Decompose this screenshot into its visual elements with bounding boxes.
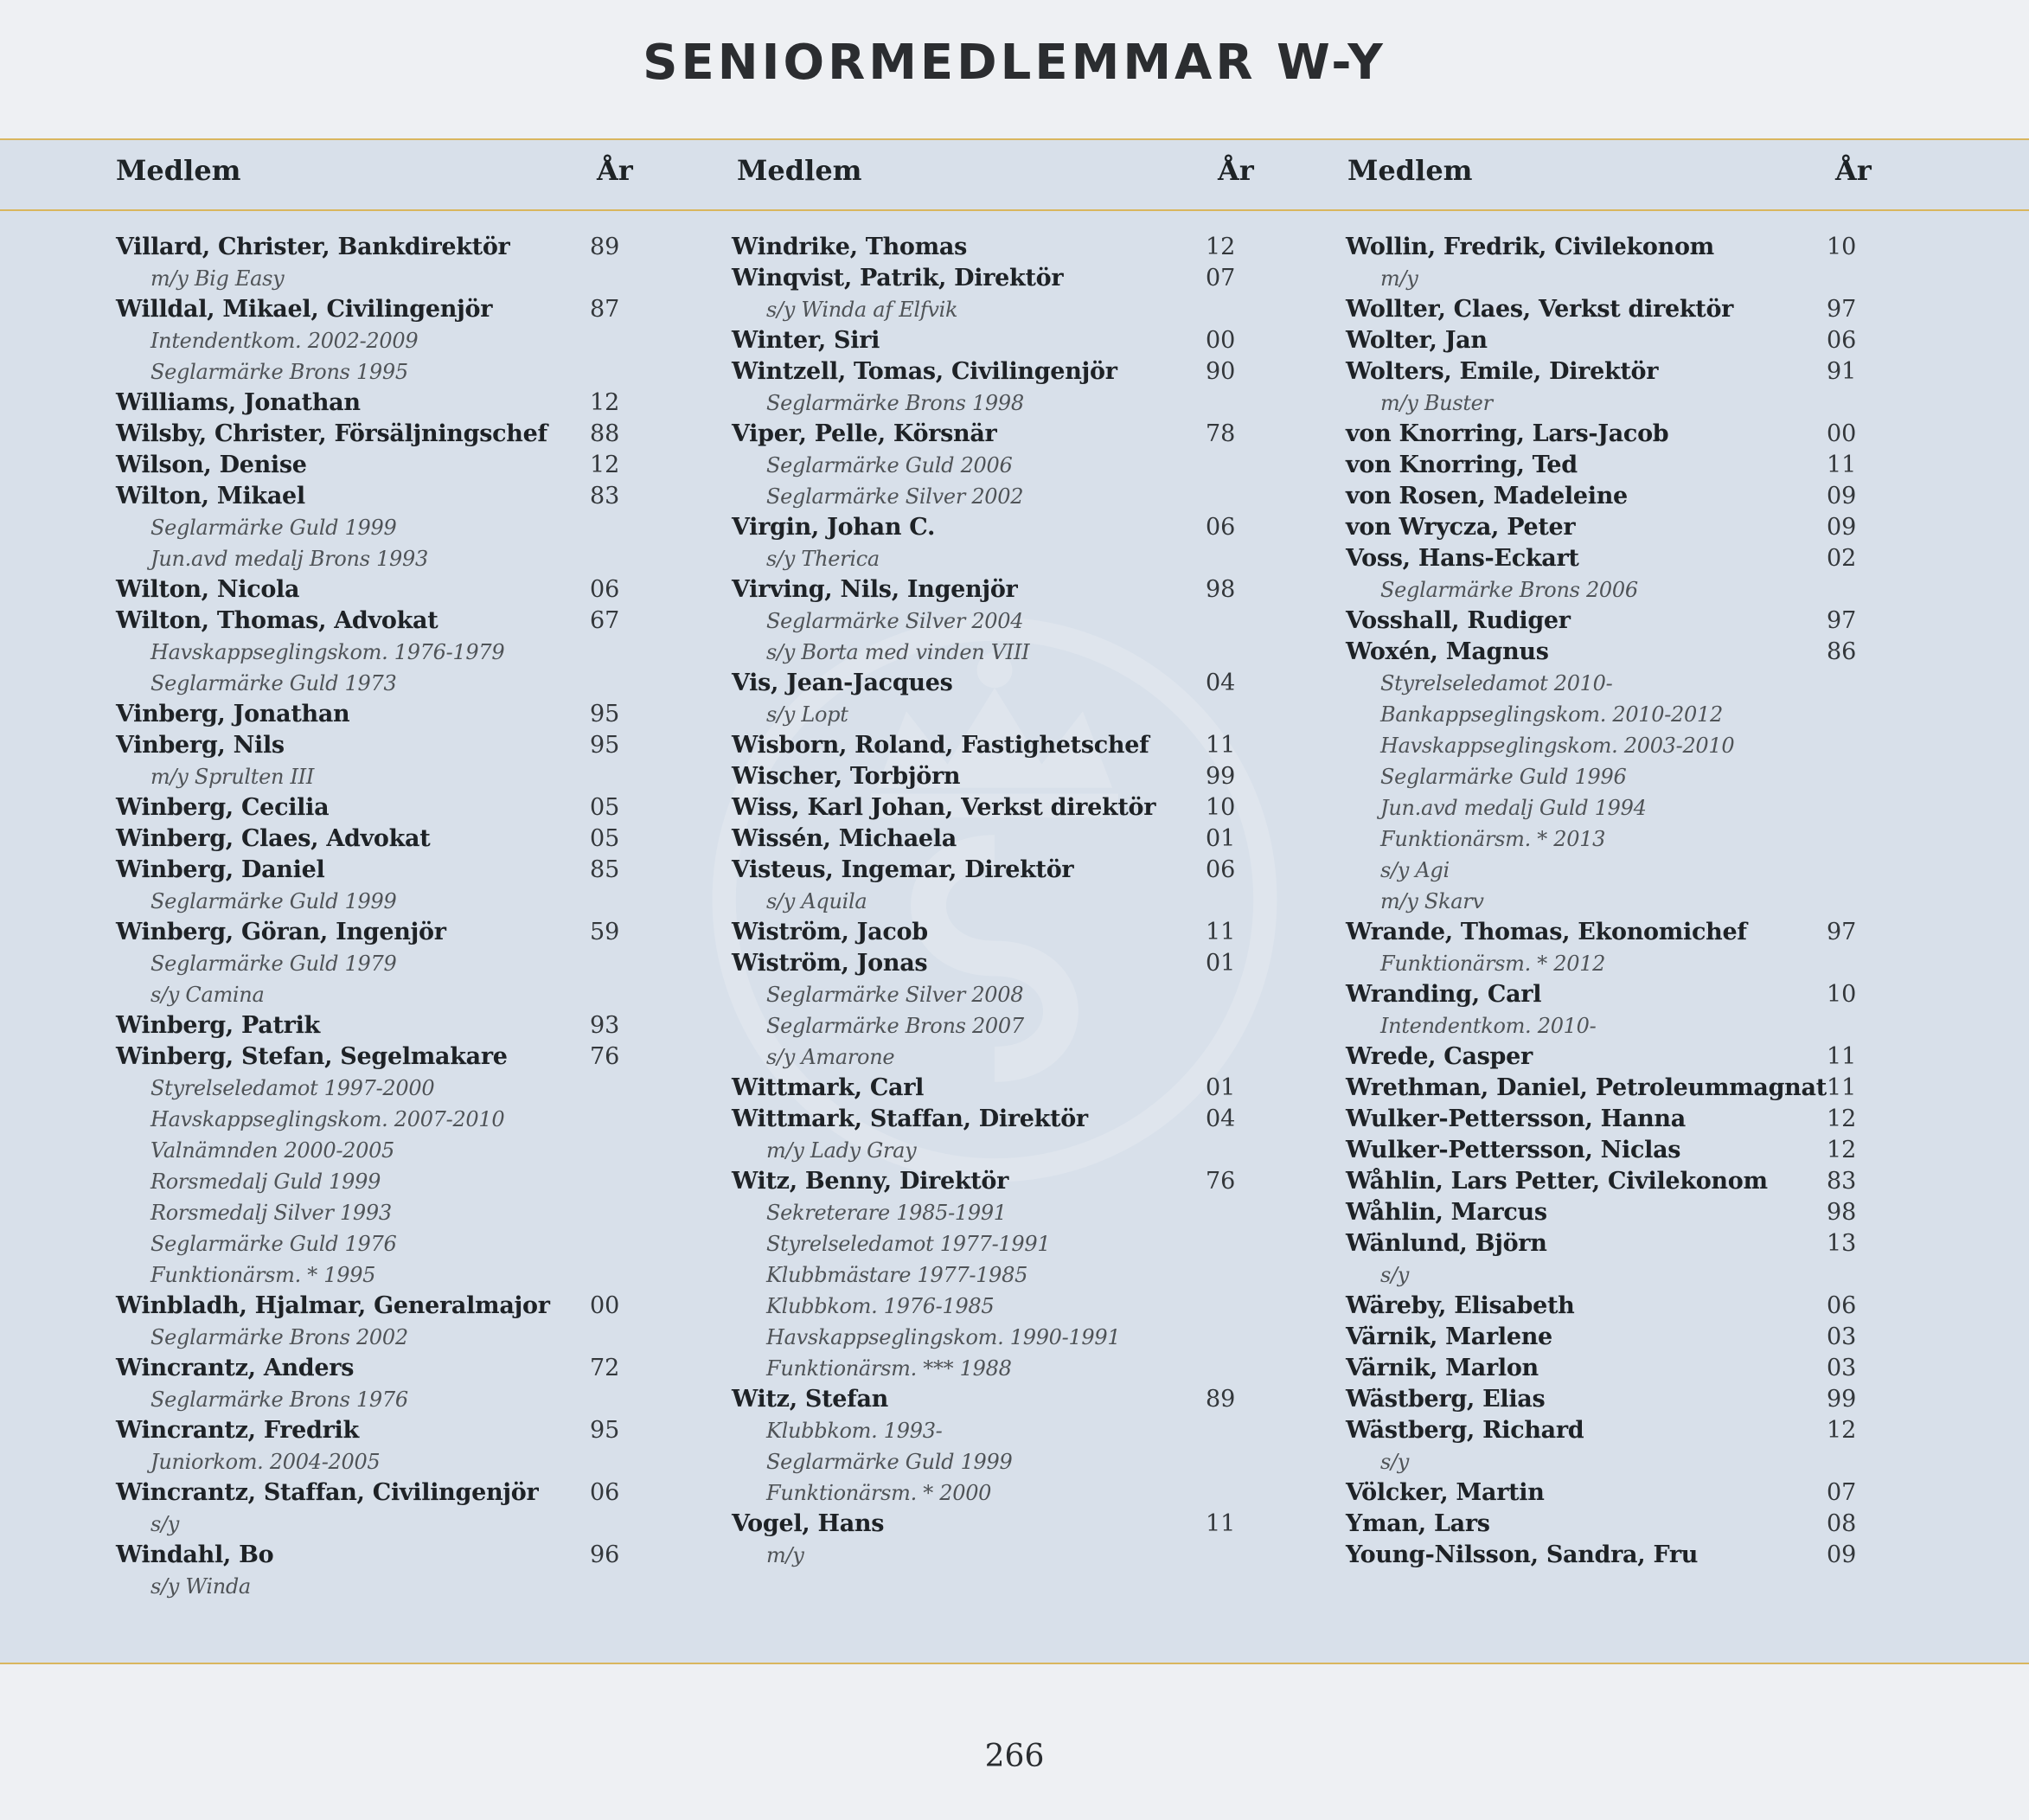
member-name: Wollter, Claes, Verkst direktör (1346, 296, 1734, 323)
member-year: 00 (590, 1292, 620, 1319)
member-entry (116, 294, 635, 388)
member-column-2 (732, 232, 1251, 1571)
member-note: s/y Winda (150, 1574, 251, 1599)
member-note: Seglarmärke Silver 2004 (766, 609, 1024, 633)
member-entry (116, 699, 635, 730)
member-year: 88 (590, 420, 620, 447)
member-year: 78 (1206, 420, 1236, 447)
member-entry (1346, 1197, 1882, 1228)
member-note: Seglarmärke Guld 1973 (150, 671, 397, 695)
member-entry (116, 730, 635, 792)
member-entry (116, 1291, 635, 1353)
member-note: s/y Amarone (766, 1045, 895, 1069)
member-entry (732, 855, 1251, 917)
member-note: Funktionärsm. * 2012 (1380, 952, 1606, 976)
member-entry (1346, 1322, 1882, 1353)
member-name: Vogel, Hans (732, 1510, 885, 1537)
member-note: Funktionärsm. *** 1988 (766, 1356, 1012, 1381)
member-name: Villard, Christer, Bankdirektör (116, 234, 510, 260)
member-note: Seglarmärke Brons 2002 (150, 1325, 408, 1349)
member-name: Wisborn, Roland, Fastighetschef (732, 732, 1149, 759)
member-name: Winberg, Patrik (116, 1012, 320, 1039)
member-entry (1346, 1073, 1882, 1104)
member-name: Wrethman, Daniel, Petroleummagnat (1346, 1074, 1827, 1101)
member-note: Seglarmärke Guld 1999 (150, 889, 397, 913)
member-year: 03 (1827, 1323, 1857, 1350)
member-year: 10 (1827, 234, 1857, 260)
member-name: Windahl, Bo (116, 1541, 274, 1568)
member-entry (1346, 512, 1882, 543)
col2-member-header: Medlem (737, 154, 862, 187)
member-name: Wilsby, Christer, Försäljningschef (116, 420, 547, 447)
member-name: Wulker-Pettersson, Niclas (1346, 1137, 1681, 1163)
member-name: Wittmark, Carl (732, 1074, 925, 1101)
member-name: Wincrantz, Anders (116, 1355, 355, 1381)
member-name: Yman, Lars (1346, 1510, 1490, 1537)
member-year: 11 (1206, 732, 1236, 759)
member-name: Wilton, Nicola (116, 576, 300, 603)
member-year: 03 (1827, 1355, 1857, 1381)
member-note: s/y Agi (1380, 858, 1450, 882)
member-year: 11 (1206, 1510, 1236, 1537)
col1-year-header: År (597, 154, 633, 187)
page-number: 266 (984, 1739, 1045, 1774)
member-name: Wästberg, Richard (1346, 1417, 1584, 1444)
member-note: s/y Borta med vinden VIII (766, 640, 1030, 664)
member-note: Funktionärsm. * 1995 (150, 1263, 376, 1287)
member-year: 97 (1827, 919, 1857, 945)
member-entry (116, 1041, 635, 1291)
member-note: Funktionärsm. * 2000 (766, 1481, 992, 1505)
member-note: s/y Therica (766, 547, 880, 571)
member-entry (1346, 1415, 1882, 1477)
member-name: Wittmark, Staffan, Direktör (732, 1105, 1088, 1132)
member-name: Wänlund, Björn (1346, 1230, 1547, 1257)
member-note: s/y Camina (150, 983, 265, 1007)
member-note: Seglarmärke Brons 2007 (766, 1014, 1024, 1038)
member-note: s/y Lopt (766, 702, 848, 727)
member-name: Winberg, Claes, Advokat (116, 825, 431, 852)
member-name: Witz, Stefan (732, 1386, 888, 1413)
member-year: 01 (1206, 825, 1236, 852)
member-name: Winqvist, Patrik, Direktör (732, 265, 1064, 292)
member-year: 12 (1827, 1105, 1857, 1132)
member-entry (732, 325, 1251, 356)
member-entry (116, 792, 635, 823)
member-note: Jun.avd medalj Guld 1994 (1380, 796, 1647, 820)
member-year: 12 (1827, 1137, 1857, 1163)
member-entry (732, 1509, 1251, 1571)
member-year: 10 (1827, 981, 1857, 1008)
member-entry (1346, 1135, 1882, 1166)
member-year: 04 (1206, 1105, 1236, 1132)
member-note: Seglarmärke Brons 1998 (766, 391, 1024, 415)
member-name: Wåhlin, Lars Petter, Civilekonom (1346, 1168, 1768, 1195)
member-entry (1346, 1228, 1882, 1291)
member-note: Seglarmärke Brons 1995 (150, 360, 408, 384)
member-entry (1346, 1353, 1882, 1384)
member-entry (732, 232, 1251, 263)
member-entry (1346, 543, 1882, 606)
member-note: m/y Big Easy (150, 266, 285, 291)
member-name: Värnik, Marlon (1346, 1355, 1539, 1381)
member-entry (732, 823, 1251, 855)
member-entry (1346, 356, 1882, 419)
member-entry (732, 730, 1251, 761)
member-year: 09 (1827, 483, 1857, 509)
member-year: 95 (590, 732, 620, 759)
member-note: s/y Aquila (766, 889, 867, 913)
member-year: 99 (1827, 1386, 1857, 1413)
member-year: 89 (590, 234, 620, 260)
member-note: Seglarmärke Brons 1976 (150, 1387, 408, 1412)
member-note: Havskappseglingskom. 1990-1991 (766, 1325, 1121, 1349)
member-name: von Knorring, Lars-Jacob (1346, 420, 1669, 447)
member-entry (1346, 419, 1882, 450)
member-year: 95 (590, 701, 620, 727)
member-name: Voss, Hans-Eckart (1346, 545, 1579, 572)
member-year: 05 (590, 825, 620, 852)
member-note: Seglarmärke Guld 2006 (766, 453, 1013, 477)
member-entry (732, 948, 1251, 1073)
member-note: Seglarmärke Guld 1996 (1380, 765, 1627, 789)
member-entry (116, 450, 635, 481)
member-name: Wästberg, Elias (1346, 1386, 1546, 1413)
member-entry (1346, 1477, 1882, 1509)
member-note: Seglarmärke Brons 2006 (1380, 578, 1638, 602)
member-name: von Rosen, Madeleine (1346, 483, 1628, 509)
member-entry (732, 263, 1251, 325)
member-entry (116, 855, 635, 917)
member-year: 12 (1827, 1417, 1857, 1444)
member-year: 06 (1206, 856, 1236, 883)
member-name: Wollin, Fredrik, Civilekonom (1346, 234, 1714, 260)
member-year: 76 (590, 1043, 620, 1070)
member-note: Valnämnden 2000-2005 (150, 1138, 395, 1163)
member-entry (732, 1166, 1251, 1384)
member-year: 01 (1206, 1074, 1236, 1101)
member-name: von Wrycza, Peter (1346, 514, 1576, 541)
member-entry (1346, 606, 1882, 637)
member-note: Styrelseledamot 2010- (1380, 671, 1613, 695)
member-note: Intendentkom. 2010- (1380, 1014, 1597, 1038)
member-name: Vosshall, Rudiger (1346, 607, 1571, 634)
member-year: 67 (590, 607, 620, 634)
page-title: SENIORMEDLEMMAR W-Y (643, 35, 1386, 91)
member-entry (732, 512, 1251, 574)
member-entry (1346, 917, 1882, 979)
member-column-3 (1346, 232, 1882, 1571)
member-name: Williams, Jonathan (116, 389, 361, 416)
col1-member-header: Medlem (116, 154, 241, 187)
member-name: Wilton, Mikael (116, 483, 305, 509)
member-note: Sekreterare 1985-1991 (766, 1201, 1007, 1225)
member-entry (116, 606, 635, 699)
member-name: Willdal, Mikael, Civilingenjör (116, 296, 493, 323)
member-year: 06 (590, 576, 620, 603)
member-entry (732, 792, 1251, 823)
member-year: 10 (1206, 794, 1236, 821)
member-name: Wolter, Jan (1346, 327, 1488, 354)
member-name: Wäreby, Elisabeth (1346, 1292, 1575, 1319)
member-entry (1346, 294, 1882, 325)
col2-year-header: År (1218, 154, 1254, 187)
member-year: 86 (1827, 638, 1857, 665)
member-entry (1346, 1509, 1882, 1540)
member-name: Witz, Benny, Direktör (732, 1168, 1009, 1195)
member-year: 89 (1206, 1386, 1236, 1413)
member-name: Windrike, Thomas (732, 234, 967, 260)
member-year: 13 (1827, 1230, 1857, 1257)
member-name: Winter, Siri (732, 327, 880, 354)
member-note: Klubbmästare 1977-1985 (766, 1263, 1028, 1287)
member-entry (116, 388, 635, 419)
member-entry (116, 1540, 635, 1602)
member-entry (1346, 481, 1882, 512)
member-name: Winberg, Göran, Ingenjör (116, 919, 446, 945)
member-entry (116, 1353, 635, 1415)
member-name: Wranding, Carl (1346, 981, 1542, 1008)
member-entry (732, 1104, 1251, 1166)
member-name: Winberg, Cecilia (116, 794, 330, 821)
member-name: Wiström, Jonas (732, 950, 928, 977)
member-name: Woxén, Magnus (1346, 638, 1549, 665)
member-note: Bankappseglingskom. 2010-2012 (1380, 702, 1723, 727)
member-name: Wiss, Karl Johan, Verkst direktör (732, 794, 1156, 821)
member-entry (116, 419, 635, 450)
member-note: m/y Sprulten III (150, 765, 315, 789)
member-entry (116, 1415, 635, 1477)
member-year: 11 (1206, 919, 1236, 945)
member-note: Klubbkom. 1976-1985 (766, 1294, 995, 1318)
member-entry (1346, 325, 1882, 356)
member-note: Jun.avd medalj Brons 1993 (150, 547, 428, 571)
member-note: Seglarmärke Guld 1999 (766, 1450, 1013, 1474)
member-name: von Knorring, Ted (1346, 452, 1578, 478)
member-note: m/y Lady Gray (766, 1138, 917, 1163)
member-year: 08 (1827, 1510, 1857, 1537)
member-note: Styrelseledamot 1977-1991 (766, 1232, 1051, 1256)
member-entry (1346, 1291, 1882, 1322)
member-name: Värnik, Marlene (1346, 1323, 1552, 1350)
member-note: Havskappseglingskom. 2007-2010 (150, 1107, 505, 1131)
member-name: Young-Nilsson, Sandra, Fru (1346, 1541, 1699, 1568)
member-year: 00 (1206, 327, 1236, 354)
member-entry (1346, 450, 1882, 481)
member-year: 98 (1827, 1199, 1857, 1226)
member-entry (116, 1010, 635, 1041)
member-note: Seglarmärke Guld 1979 (150, 952, 397, 976)
member-year: 12 (590, 389, 620, 416)
member-entry (732, 917, 1251, 948)
member-year: 83 (1827, 1168, 1857, 1195)
member-name: Vis, Jean-Jacques (732, 670, 953, 696)
member-entry (116, 917, 635, 1010)
member-year: 93 (590, 1012, 620, 1039)
member-note: s/y (1380, 1450, 1410, 1474)
member-note: Seglarmärke Silver 2002 (766, 484, 1024, 509)
member-note: m/y (766, 1543, 804, 1567)
member-note: Seglarmärke Guld 1999 (150, 516, 397, 540)
member-note: m/y Skarv (1380, 889, 1484, 913)
col3-year-header: År (1835, 154, 1872, 187)
member-entry (732, 1384, 1251, 1509)
member-name: Vinberg, Nils (116, 732, 285, 759)
member-entry (1346, 979, 1882, 1041)
member-entry (116, 574, 635, 606)
member-year: 11 (1827, 1074, 1857, 1101)
member-year: 99 (1206, 763, 1236, 790)
table-header (0, 138, 2029, 211)
member-name: Virgin, Johan C. (732, 514, 936, 541)
member-entry (116, 232, 635, 294)
member-year: 91 (1827, 358, 1857, 385)
member-note: m/y (1380, 266, 1418, 291)
member-name: Wintzell, Tomas, Civilingenjör (732, 358, 1117, 385)
member-note: Styrelseledamot 1997-2000 (150, 1076, 435, 1100)
member-note: Klubbkom. 1993- (766, 1419, 943, 1443)
member-note: s/y (150, 1512, 180, 1536)
member-name: Visteus, Ingemar, Direktör (732, 856, 1074, 883)
member-name: Wincrantz, Staffan, Civilingenjör (116, 1479, 539, 1506)
member-name: Wilson, Denise (116, 452, 307, 478)
member-year: 85 (590, 856, 620, 883)
member-entry (732, 761, 1251, 792)
member-year: 97 (1827, 296, 1857, 323)
member-year: 59 (590, 919, 620, 945)
member-note: Juniorkom. 2004-2005 (150, 1450, 381, 1474)
member-note: Havskappseglingskom. 1976-1979 (150, 640, 505, 664)
member-year: 97 (1827, 607, 1857, 634)
member-entry (1346, 1166, 1882, 1197)
member-name: Wrande, Thomas, Ekonomichef (1346, 919, 1747, 945)
member-name: Wischer, Torbjörn (732, 763, 961, 790)
member-year: 95 (590, 1417, 620, 1444)
member-year: 11 (1827, 452, 1857, 478)
member-note: Rorsmedalj Guld 1999 (150, 1170, 381, 1194)
member-year: 02 (1827, 545, 1857, 572)
member-year: 09 (1827, 514, 1857, 541)
member-note: Rorsmedalj Silver 1993 (150, 1201, 392, 1225)
member-entry (1346, 232, 1882, 294)
member-note: Funktionärsm. * 2013 (1380, 827, 1606, 851)
member-note: m/y Buster (1380, 391, 1493, 415)
member-entry (116, 1477, 635, 1540)
member-note: Havskappseglingskom. 2003-2010 (1380, 734, 1735, 758)
member-year: 05 (590, 794, 620, 821)
member-year: 12 (1206, 234, 1236, 260)
member-note: Seglarmärke Silver 2008 (766, 983, 1024, 1007)
member-year: 72 (590, 1355, 620, 1381)
member-note: Intendentkom. 2002-2009 (150, 329, 419, 353)
member-entry (732, 574, 1251, 668)
member-year: 01 (1206, 950, 1236, 977)
member-year: 07 (1206, 265, 1236, 292)
member-year: 06 (1206, 514, 1236, 541)
member-name: Wilton, Thomas, Advokat (116, 607, 438, 634)
member-note: s/y Winda af Elfvik (766, 298, 958, 322)
member-entry (732, 1073, 1251, 1104)
member-name: Wolters, Emile, Direktör (1346, 358, 1659, 385)
member-name: Wissén, Michaela (732, 825, 957, 852)
member-year: 90 (1206, 358, 1236, 385)
member-year: 06 (1827, 327, 1857, 354)
member-name: Wrede, Casper (1346, 1043, 1533, 1070)
member-name: Virving, Nils, Ingenjör (732, 576, 1018, 603)
member-entry (1346, 1104, 1882, 1135)
member-year: 06 (1827, 1292, 1857, 1319)
member-year: 07 (1827, 1479, 1857, 1506)
member-year: 00 (1827, 420, 1857, 447)
member-entry (1346, 1041, 1882, 1073)
member-name: Wulker-Pettersson, Hanna (1346, 1105, 1686, 1132)
member-note: s/y (1380, 1263, 1410, 1287)
member-name: Völcker, Martin (1346, 1479, 1545, 1506)
member-year: 76 (1206, 1168, 1236, 1195)
member-entry (732, 356, 1251, 419)
member-name: Wåhlin, Marcus (1346, 1199, 1547, 1226)
member-column-1 (116, 232, 635, 1602)
member-entry (1346, 1540, 1882, 1571)
member-year: 96 (590, 1541, 620, 1568)
member-year: 83 (590, 483, 620, 509)
member-entry (116, 481, 635, 574)
member-name: Wiström, Jacob (732, 919, 928, 945)
member-name: Vinberg, Jonathan (116, 701, 350, 727)
member-name: Winberg, Stefan, Segelmakare (116, 1043, 508, 1070)
member-year: 11 (1827, 1043, 1857, 1070)
member-name: Winbladh, Hjalmar, Generalmajor (116, 1292, 550, 1319)
member-year: 09 (1827, 1541, 1857, 1568)
member-entry (1346, 637, 1882, 917)
member-year: 06 (590, 1479, 620, 1506)
member-entry (732, 668, 1251, 730)
member-name: Wincrantz, Fredrik (116, 1417, 359, 1444)
col3-member-header: Medlem (1347, 154, 1473, 187)
member-year: 12 (590, 452, 620, 478)
member-name: Winberg, Daniel (116, 856, 325, 883)
member-entry (116, 823, 635, 855)
member-year: 04 (1206, 670, 1236, 696)
member-entry (1346, 1384, 1882, 1415)
member-year: 98 (1206, 576, 1236, 603)
member-entry (732, 419, 1251, 512)
member-year: 87 (590, 296, 620, 323)
member-name: Viper, Pelle, Körsnär (732, 420, 997, 447)
member-note: Seglarmärke Guld 1976 (150, 1232, 397, 1256)
